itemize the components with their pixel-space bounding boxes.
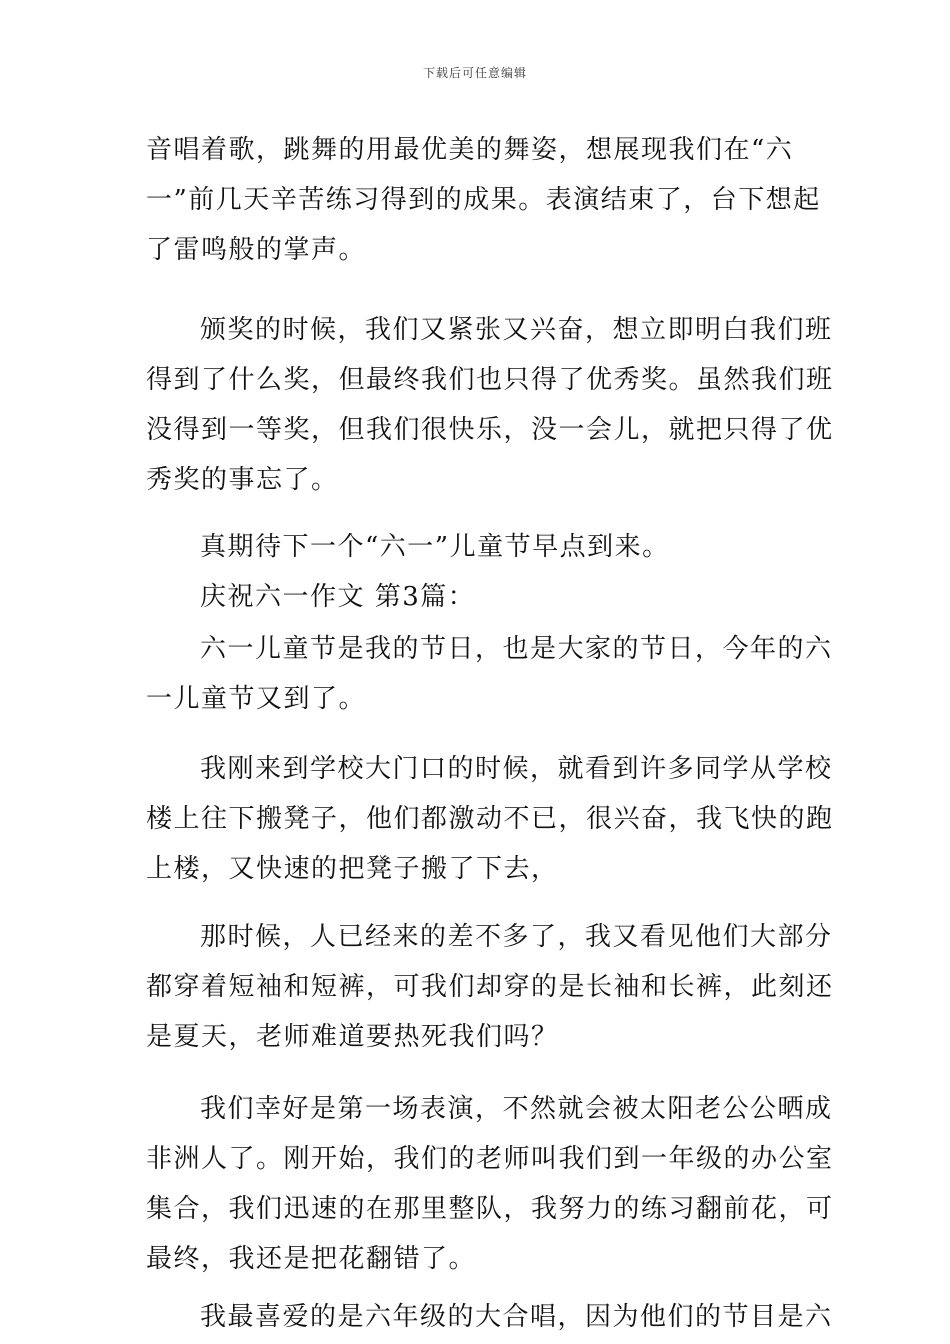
text-line: 是夏天，老师难道要热死我们吗？ [146, 1022, 559, 1052]
page-header: 下载后可任意编辑 [422, 66, 527, 80]
text-line: 真期待下一个“六一”儿童节早点到来。 [200, 532, 670, 562]
text-line: 我刚来到学校大门口的时候，就看到许多同学从学校 [200, 754, 833, 784]
text-line: 那时候，人已经来的差不多了，我又看见他们大部分 [200, 922, 833, 952]
text-line: 都穿着短袖和短裤，可我们却穿的是长袖和长裤，此刻还 [146, 972, 834, 1002]
text-line: 一”前几天辛苦练习得到的成果。表演结束了，台下想起 [146, 185, 821, 215]
text-line: 秀奖的事忘了。 [146, 465, 339, 495]
text-line: 楼上往下搬凳子，他们都激动不已，很兴奋，我飞快的跑 [146, 804, 834, 834]
text-line: 我最喜爱的是六年级的大合唱，因为他们的节目是六 [200, 1302, 833, 1332]
text-line: 我们幸好是第一场表演，不然就会被太阳老公公晒成 [200, 1094, 833, 1124]
text-line: 没得到一等奖，但我们很快乐，没一会儿，就把只得了优 [146, 415, 834, 445]
text-line: 了雷鸣般的掌声。 [146, 235, 367, 265]
text-line: 音唱着歌，跳舞的用最优美的舞姿，想展现我们在“六 [146, 135, 794, 165]
text-line: 得到了什么奖，但最终我们也只得了优秀奖。虽然我们班 [146, 365, 834, 395]
section-heading: 庆祝六一作文 第3篇： [200, 582, 476, 612]
text-line: 上楼，又快速的把凳子搬了下去， [146, 854, 559, 884]
text-line: 非洲人了。刚开始，我们的老师叫我们到一年级的办公室 [146, 1144, 834, 1174]
text-line: 六一儿童节是我的节日，也是大家的节日，今年的六 [200, 634, 833, 664]
text-line: 一儿童节又到了。 [146, 684, 367, 714]
text-line: 颁奖的时候，我们又紧张又兴奋，想立即明白我们班 [200, 315, 833, 345]
text-line: 集合，我们迅速的在那里整队，我努力的练习翻前花，可 [146, 1194, 834, 1224]
text-line: 最终，我还是把花翻错了。 [146, 1244, 477, 1274]
